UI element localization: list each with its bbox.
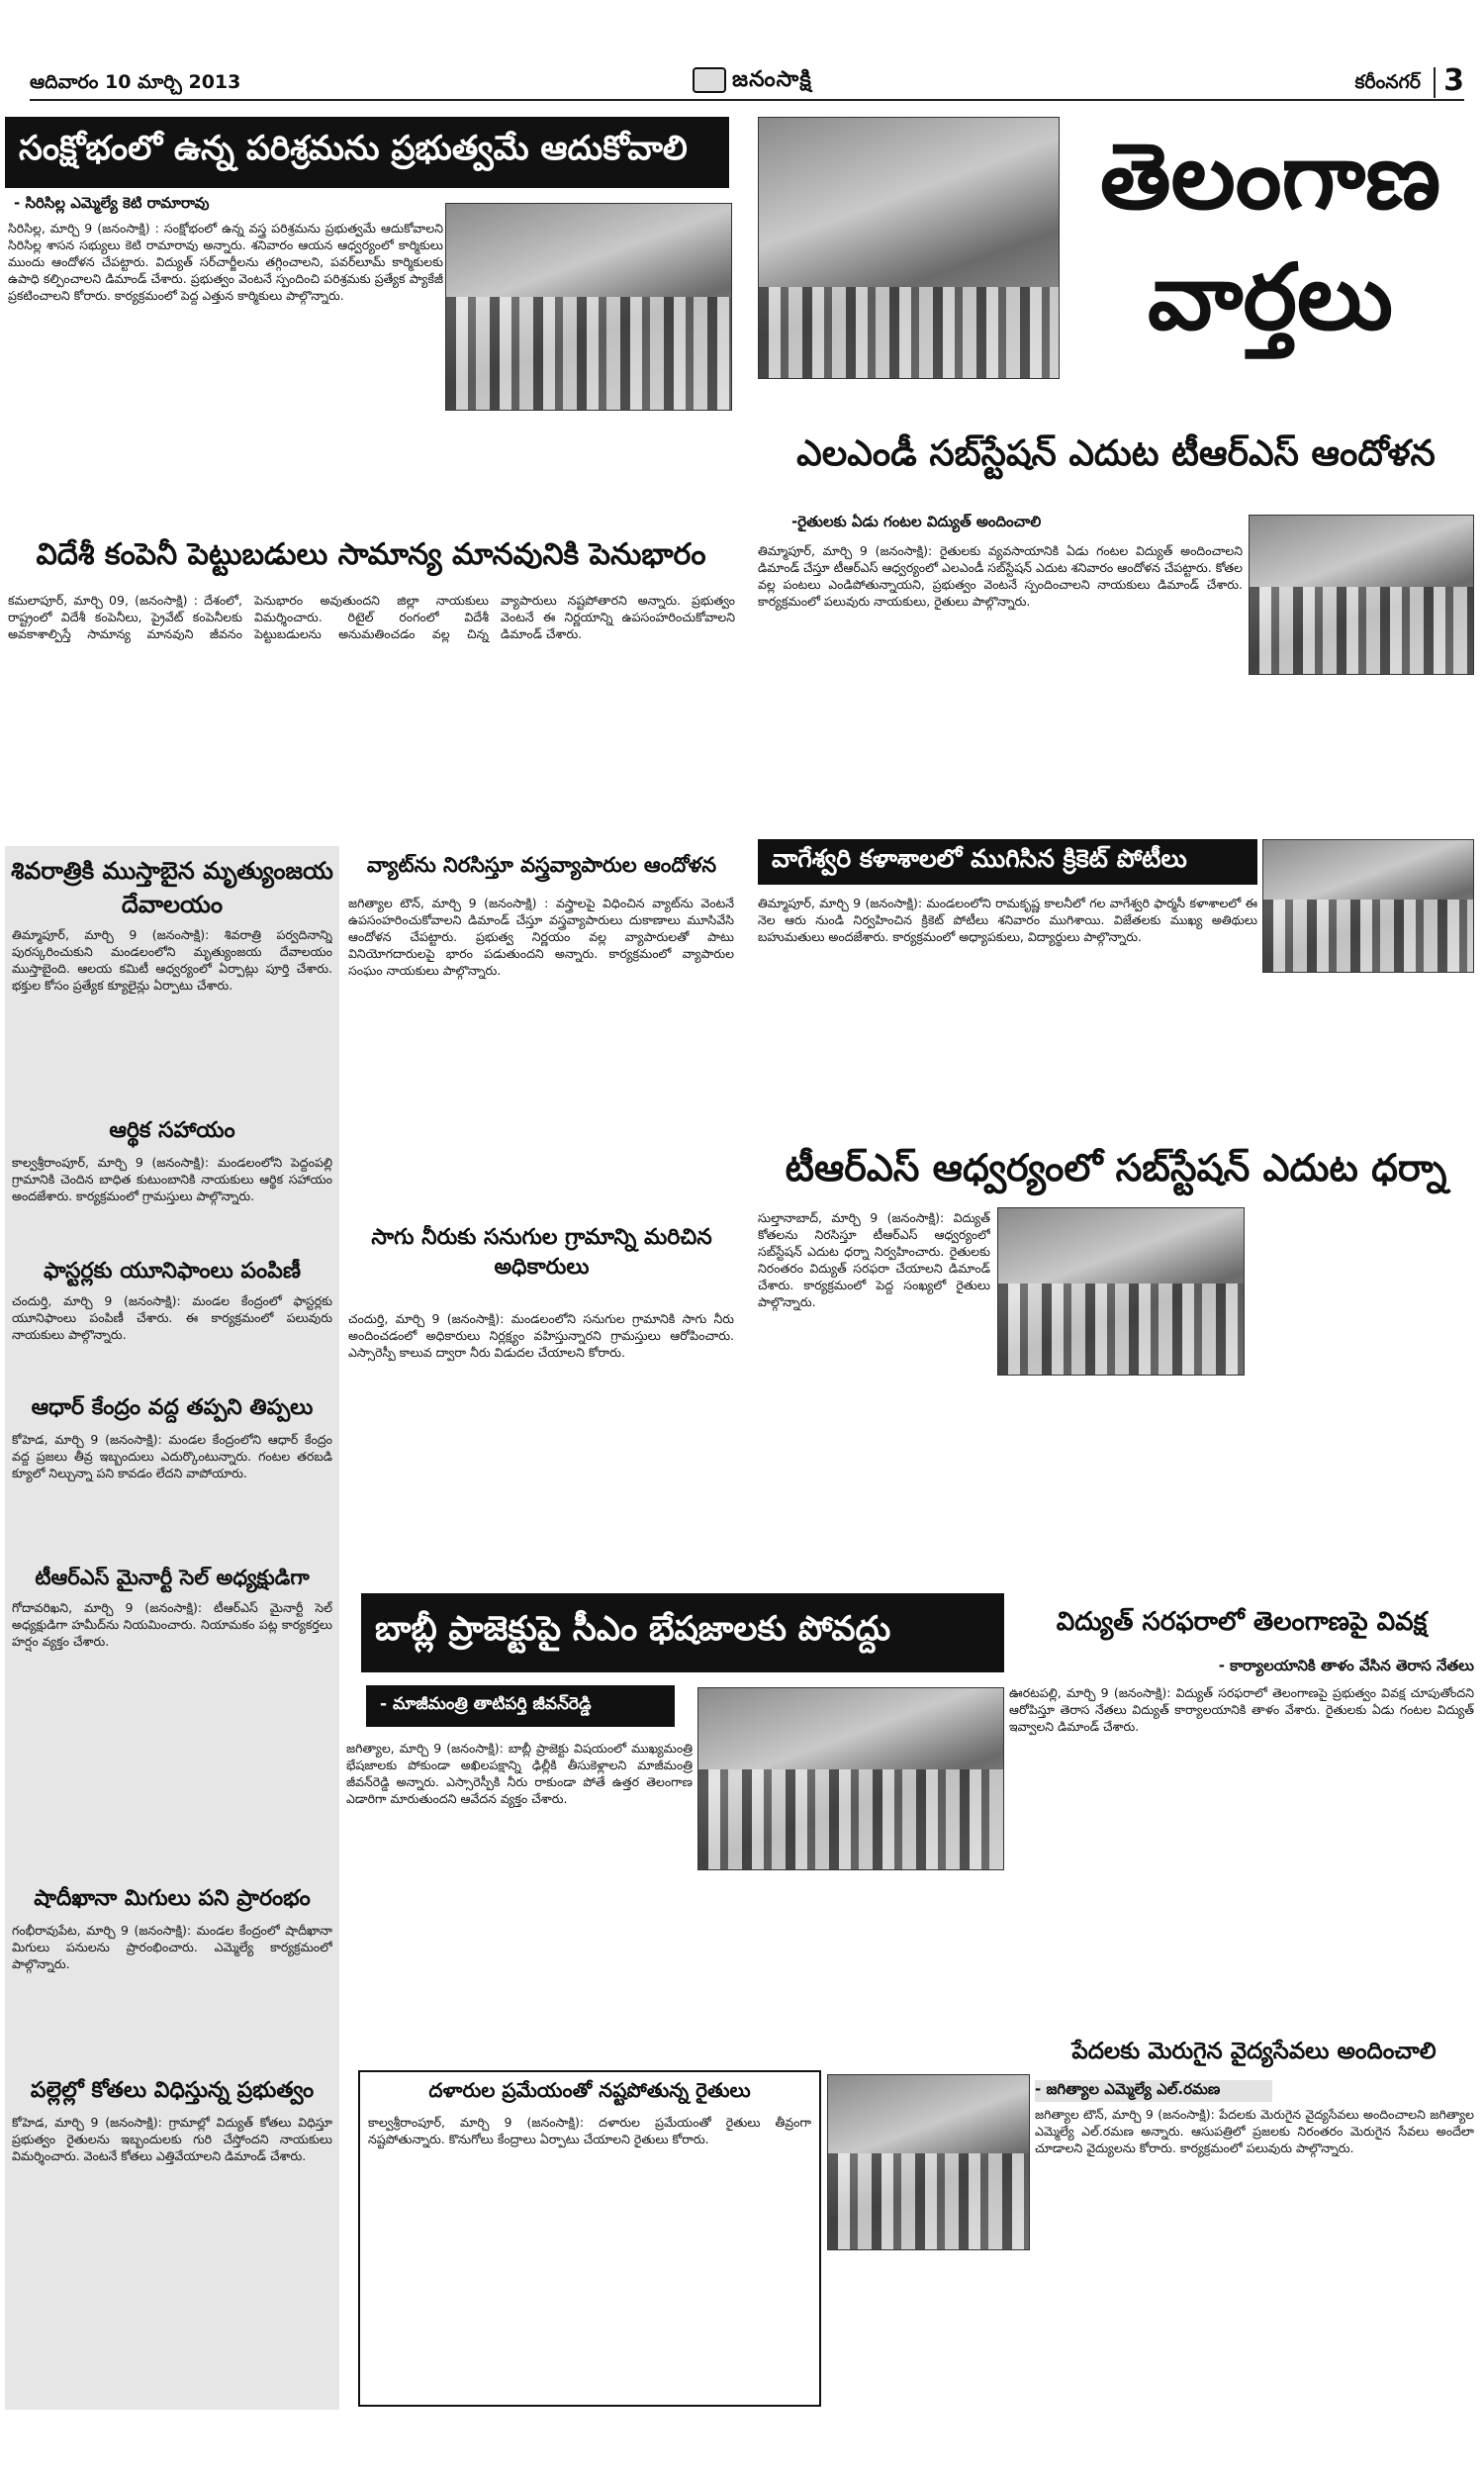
- masthead: [30, 67, 1464, 101]
- article-10-headline: టీఆర్ఎస్ మైనార్టీ సెల్ అధ్యక్షుడిగా: [35, 1566, 310, 1589]
- article-1-body: సిరిసిల్ల, మార్చి 9 (జనంసాక్షి) : సంక్షోభంలో ఉన్న వస్త్ర పరిశ్రమను ప్రభుత్వమే ఆదుకోవాలని సిరిసిల్ల శాసన సభ్యులు కెటి రామారావు అన్నారు. శనివారం ఆయన ఆధ్వర్యంలో కార్మికులు ముందు ఆందోళన చేపట్టారు. విద్యుత్ సర్‌చార్జీలను తగ్గించాలని, పవర్‌లూమ్ కార్మికులకు ఉపాధి కల్పించాలని డిమాండ్ చేశారు. ప్రభుత్వం వెంటనే స్పందించి పరిశ్రమకు ప్రత్యేక ప్యాకేజీ ప్రకటించాలని కోరారు. కార్యక్రమంలో పెద్ద ఎత్తున కార్మికులు పాల్గొన్నారు.: [8, 221, 443, 303]
- article-9-headline: ఆధార్ కేంద్రం వద్ద తప్పని తిప్పలు: [31, 1395, 314, 1420]
- article-4-headline: శివరాత్రికి ముస్తాబైన మృత్యుంజయ దేవాలయం: [11, 857, 333, 918]
- article-13-headline: సాగు నీరుకు సనుగుల గ్రామాన్ని మరిచిన అధికారులు: [371, 1225, 712, 1280]
- fort-photo: [758, 117, 1060, 379]
- article-15-photo: [697, 1687, 1004, 1870]
- article-15-headline: బాబ్లీ ప్రాజెక్టుపై సీఎం భేషజాలకు పోవద్దు: [361, 1593, 1004, 1672]
- article-11-body: గంభీరావుపేట, మార్చి 9 (జనంసాక్షి): మండల కేంద్రంలో షాదీఖానా మిగులు పనులను ప్రారంభించారు. ఎమ్మెల్యే కార్యక్రమంలో పాల్గొన్నారు.: [12, 1923, 332, 1971]
- article-12-headline: పల్లెల్లో కోతలు విధిస్తున్న ప్రభుత్వం: [30, 2078, 315, 2103]
- article-16-body: ఊరటపల్లి, మార్చి 9 (జనంసాక్షి): విద్యుత్ సరఫరాలో తెలంగాణపై ప్రభుత్వం వివక్ష చూపుతోందని ఆరోపిస్తూ తెరాస నేతలు విద్యుత్ కార్యాలయానికి తాళం వేశారు. రైతులకు ఏడు గంటల విద్యుత్ ఇవ్వాలని డిమాండ్ చేశారు.: [1009, 1685, 1474, 1734]
- article-14-photo: [997, 1207, 1245, 1376]
- article-1-byline: - సిరిసిల్ల ఎమ్మెల్యే కెటి రామారావు: [14, 194, 210, 212]
- article-5-body: జగిత్యాల టౌన్, మార్చి 9 (జనంసాక్షి) : వస్త్రాలపై విధించిన వ్యాట్‌ను వెంటనే ఉపసంహరించుకోవాలని డిమాండ్ చేస్తూ వస్త్రవ్యాపారులు దుకాణాలు మూసివేసి ఆందోళన చేపట్టారు. ప్రభుత్వ నిర్ణయం వల్ల వ్యాపారులతో పాటు వినియోగదారులపై భారం పడుతుందని అన్నారు. కార్యక్రమంలో వ్యాపారుల సంఘం నాయకులు పాల్గొన్నారు.: [348, 896, 734, 978]
- article-2-headline: ఎలఎండీ సబ్‌స్టేషన్ ఎదుట టీఆర్ఎస్ ఆందోళన: [796, 433, 1436, 474]
- article-10-body: గోదావరిఖని, మార్చి 9 (జనంసాక్షి): టీఆర్ఎస్ మైనార్టీ సెల్ అధ్యక్షుడిగా హమీద్‌ను నియమించారు. నియామకం పట్ల కార్యకర్తలు హర్షం వ్యక్తం చేశారు.: [12, 1600, 332, 1649]
- article-2-body: తిమ్మాపూర్, మార్చి 9 (జనంసాక్షి): రైతులకు వ్యవసాయానికి ఏడు గంటల విద్యుత్ అందించాలని డిమాండ్ చేస్తూ టీఆర్ఎస్ ఆధ్వర్యంలో ఎలఎండీ సబ్‌స్టేషన్ ఎదుట శనివారం ఆందోళన చేపట్టారు. కోతల వల్ల పంటలు ఎండిపోతున్నాయని, ప్రభుత్వం వెంటనే స్పందించాలని నాయకులు డిమాండ్ చేశారు. కార్యక్రమంలో పలువురు నాయకులు, రైతులు పాల్గొన్నారు.: [758, 543, 1243, 609]
- article-18-photo: [827, 2074, 1030, 2250]
- article-1-headline: సంక్షోభంలో ఉన్న పరిశ్రమను ప్రభుత్వమే ఆదుకోవాలి: [5, 117, 729, 188]
- article-6-body: తిమ్మాపూర్, మార్చి 9 (జనంసాక్షి): మండలంలోని రామకృష్ణ కాలనీలో గల వాగేశ్వరి ఫార్మసీ కళాశాలలో ఈ నెల ఆరు నుండి నిర్వహించిన క్రికెట్ పోటీలు శనివారం ముగిశాయి. విజేతలకు ముఖ్య అతిథులు బహుమతులు అందజేశారు. కార్యక్రమంలో అధ్యాపకులు, విద్యార్థులు పాల్గొన్నారు.: [758, 896, 1257, 944]
- article-2-photo: [1249, 515, 1474, 675]
- article-3-body: కమలాపూర్, మార్చి 09, (జనంసాక్షి) : దేశంలో, రాష్ట్రంలో విదేశీ కంపెనీలు, ప్రైవేట్ కంపెనీలకు అవకాశాల్పిస్తే సామాన్య మానవుని జీవనం పెనుభారం అవుతుందని జిల్లా నాయకులు విమర్శించారు. రిటైల్ రంగంలో విదేశీ పెట్టుబడులను అనుమతించడం వల్ల చిన్న వ్యాపారులు నష్టపోతారని అన్నారు. ప్రభుత్వం వెంటనే ఈ నిర్ణయాన్ని ఉపసంహరించుకోవాలని డిమాండ్ చేశారు.: [8, 593, 735, 641]
- article-13-body: చందుర్తి, మార్చి 9 (జనంసాక్షి): మండలంలోని సనుగుల గ్రామానికి సాగు నీరు అందించడంలో అధికారులు నిర్లక్ష్యం వహిస్తున్నారని గ్రామస్తులు ఆరోపించారు. ఎస్సారెస్పీ కాలువ ద్వారా నీరు విడుదల చేయాలని కోరారు.: [348, 1311, 734, 1360]
- article-16-byline: - కార్యాలయానికి తాళం వేసిన తెరాస నేతలు: [1218, 1657, 1474, 1674]
- article-3-headline: విదేశీ కంపెనీ పెట్టుబడులు సామాన్య మానవునికి పెనుభారం: [36, 537, 706, 572]
- article-7-headline: ఆర్థిక సహాయం: [109, 1118, 235, 1143]
- article-8-headline: ఫాస్టర్లకు యూనిఫాంలు పంపిణీ: [43, 1259, 302, 1284]
- article-8-body: చందుర్తి, మార్చి 9 (జనంసాక్షి): మండల కేంద్రంలో ఫాస్టర్లకు యూనిఫాంలు పంపిణీ చేశారు. ఈ కార్యక్రమంలో పలువురు నాయకులు పాల్గొన్నారు.: [12, 1293, 332, 1342]
- article-12-body: కోహెడ, మార్చి 9 (జనంసాక్షి): గ్రామాల్లో విద్యుత్ కోతలు విధిస్తూ ప్రభుత్వం రైతులను ఇబ్బందులకు గురి చేస్తోందని నాయకులు విమర్శించారు. వెంటనే కోతలు ఎత్తివేయాలని డిమాండ్ చేశారు.: [12, 2115, 332, 2163]
- article-15-body: జగిత్యాల, మార్చి 9 (జనంసాక్షి): బాబ్లీ ప్రాజెక్టు విషయంలో ముఖ్యమంత్రి భేషజాలకు పోకుండా అఖిలపక్షాన్ని ఢిల్లీకి తీసుకెళ్లాలని మాజీమంత్రి జీవన్‌రెడ్డి అన్నారు. ఎస్సారెస్పీకి నీరు రాకుండా పోతే ఉత్తర తెలంగాణ ఎడారిగా మారుతుందని ఆవేదన వ్యక్తం చేశారు.: [346, 1741, 693, 1806]
- article-18-byline: - జగిత్యాల ఎమ్మెల్యే ఎల్.రమణ: [1035, 2080, 1272, 2102]
- article-1-photo: [445, 203, 732, 411]
- page-number: 3: [1434, 67, 1464, 98]
- article-6-headline: వాగేశ్వరి కళాశాలలో ముగిసిన క్రికెట్ పోటీలు: [758, 839, 1257, 885]
- article-2-byline: -రైతులకు ఏడు గంటల విద్యుత్ అందించాలి: [791, 513, 1042, 530]
- article-9-body: కోహెడ, మార్చి 9 (జనంసాక్షి): మండల కేంద్రంలోని ఆధార్ కేంద్రం వద్ద ప్రజలు తీవ్ర ఇబ్బందులు ఎదుర్కొంటున్నారు. గంటల తరబడి క్యూలో నిల్చున్నా పని కావడం లేదని వాపోయారు.: [12, 1432, 332, 1480]
- paper-name: జనంసాక్షి: [732, 67, 812, 92]
- article-16-headline: విద్యుత్ సరఫరాలో తెలంగాణపై వివక్ష: [1056, 1607, 1428, 1637]
- article-17-headline: దళారుల ప్రమేయంతో నష్టపోతున్న రైతులు: [428, 2078, 751, 2102]
- article-14-headline: టీఆర్ఎస్ ఆధ్వర్యంలో సబ్‌స్టేషన్ ఎదుట ధర్నా: [785, 1146, 1447, 1189]
- banner-line-1: తెలంగాణ: [1099, 129, 1441, 230]
- article-7-body: కాల్వశ్రీరాంపూర్, మార్చి 9 (జనంసాక్షి): మండలంలోని పెద్దంపల్లి గ్రామానికి చెందిన బాధిత కుటుంబానికి నాయకులు ఆర్థిక సహాయం అందజేశారు. కార్యక్రమంలో గ్రామస్తులు పాల్గొన్నారు.: [12, 1155, 332, 1203]
- article-15-byline: - మాజీమంత్రి తాటిపర్తి జీవన్‌రెడ్డి: [366, 1685, 675, 1727]
- banner-line-2: వార్తలు: [1147, 249, 1394, 350]
- article-5-headline: వ్యాట్‌ను నిరసిస్తూ వస్త్రవ్యాపారుల ఆందోళన: [366, 853, 717, 877]
- logo-icon: [693, 67, 726, 93]
- article-17-body: కాల్వశ్రీరాంపూర్, మార్చి 9 (జనంసాక్షి): దళారుల ప్రమేయంతో రైతులు తీవ్రంగా నష్టపోతున్నారు. కొనుగోలు కేంద్రాలు ఏర్పాటు చేయాలని రైతులు కోరారు.: [368, 2115, 811, 2146]
- article-18-headline: పేదలకు మెరుగైన వైద్యసేవలు అందించాలి: [1071, 2039, 1437, 2064]
- article-14-body: సుల్తానాబాద్, మార్చి 9 (జనంసాక్షి): విద్యుత్ కోతలను నిరసిస్తూ టీఆర్ఎస్ ఆధ్వర్యంలో సబ్‌స్టేషన్ ఎదుట ధర్నా నిర్వహించారు. రైతులకు నిరంతరం విద్యుత్ సరఫరా చేయాలని డిమాండ్ చేశారు. కార్యక్రమంలో పెద్ద సంఖ్యలో రైతులు పాల్గొన్నారు.: [758, 1210, 990, 1309]
- article-4-body: తిమ్మాపూర్, మార్చి 9 (జనంసాక్షి): శివరాత్రి పర్వదినాన్ని పురస్కరించుకుని మండలంలోని మృత్యుంజయ దేవాలయం ముస్తాబైంది. ఆలయ కమిటీ ఆధ్వర్యంలో ఏర్పాట్లు పూర్తి చేశారు. భక్తుల కోసం ప్రత్యేక క్యూలైన్లు ఏర్పాటు చేశారు.: [12, 927, 332, 993]
- issue-date: ఆదివారం 10 మార్చి 2013: [30, 71, 241, 93]
- article-18-body: జగిత్యాల టౌన్, మార్చి 9 (జనంసాక్షి): పేదలకు మెరుగైన వైద్యసేవలు అందించాలని జగిత్యాల ఎమ్మెల్యే ఎల్.రమణ అన్నారు. ఆసుపత్రిలో ప్రజలకు నిరంతరం మెరుగైన సేవలు అందేలా చూడాలని వైద్యులను కోరారు. కార్యక్రమంలో పలువురు పాల్గొన్నారు.: [1035, 2107, 1474, 2155]
- article-11-headline: షాదీఖానా మిగులు పని ప్రారంభం: [34, 1886, 311, 1911]
- article-6-photo: [1262, 839, 1474, 973]
- edition-city: కరీంనగర్: [1354, 71, 1421, 93]
- paper-logo: [693, 67, 812, 97]
